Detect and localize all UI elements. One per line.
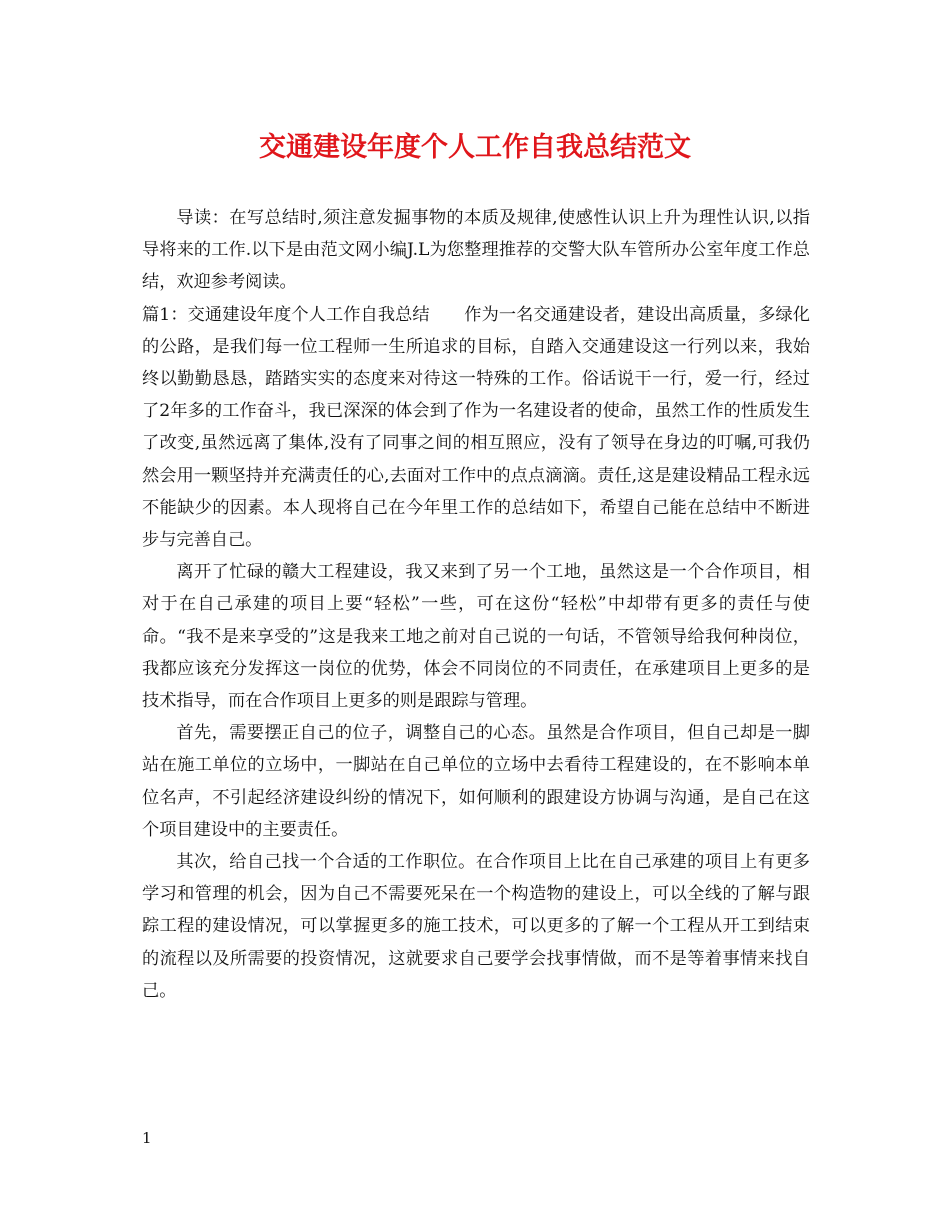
paragraph-2: 离开了忙碌的赣大工程建设，我又来到了另一个工地，虽然这是一个合作项目，相对于在自己承建的项目上要“轻松”一些，可在这份“轻松”中却带有更多的责任与使命。“我不是来享受的”这是我来工地之前对自己说的一句话，不管领导给我何种岗位，我都应该充分发挥这一岗位的优势，体会不同岗位的不同责任，在承建项目上更多的是技术指导，而在合作项目上更多的则是跟踪与管理。 [142,562,810,712]
paragraph-intro: 导读：在写总结时,须注意发掘事物的本质及规律,使感性认识上升为理性认识,以指导将来的工作.以下是由范文网小编J.L为您整理推荐的交警大队车管所办公室年度工作总结，欢迎参考阅读。 [142,208,810,293]
paragraph-3: 首先，需要摆正自己的位子，调整自己的心态。虽然是合作项目，但自己却是一脚站在施工单位的立场中，一脚站在自己单位的立场中去看待工程建设的，在不影响本单位名声，不引起经济建设纠纷的情况下，如何顺利的跟建设方协调与沟通，是自己在这个项目建设中的主要责任。 [142,723,810,840]
page-number: 1 [142,1129,152,1147]
page-title: 交通建设年度个人工作自我总结范文 [259,132,691,163]
paragraph-section-1: 篇1：交通建设年度个人工作自我总结 作为一名交通建设者，建设出高质量，多绿化的公路，是我们每一位工程师一生所追求的目标，自踏入交通建设这一行列以来，我始终以勤勤恳恳，踏踏实实的态度来对待这一特殊的工作。俗话说干一行，爱一行，经过了2年多的工作奋斗，我已深深的体会到了作为一名建设者的使命，虽然工作的性质发生了改变,虽然远离了集体,没有了同事之间的相互照应，没有了领导在身边的叮嘱,可我仍然会用一颗坚持并充满责任的心,去面对工作中的点点滴滴。责任,这是建设精品工程永远不能缺少的因素。本人现将自己在今年里工作的总结如下，希望自己能在总结中不断进步与完善自己。 [142,304,810,551]
document-body [142,202,810,1007]
paragraph-4: 其次，给自己找一个合适的工作职位。在合作项目上比在自己承建的项目上有更多学习和管理的机会，因为自己不需要死呆在一个构造物的建设上，可以全线的了解与跟踪工程的建设情况，可以掌握更多的施工技术，可以更多的了解一个工程从开工到结束的流程以及所需要的投资情况，这就要求自己要学会找事情做，而不是等着事情来找自己。 [142,852,810,1001]
